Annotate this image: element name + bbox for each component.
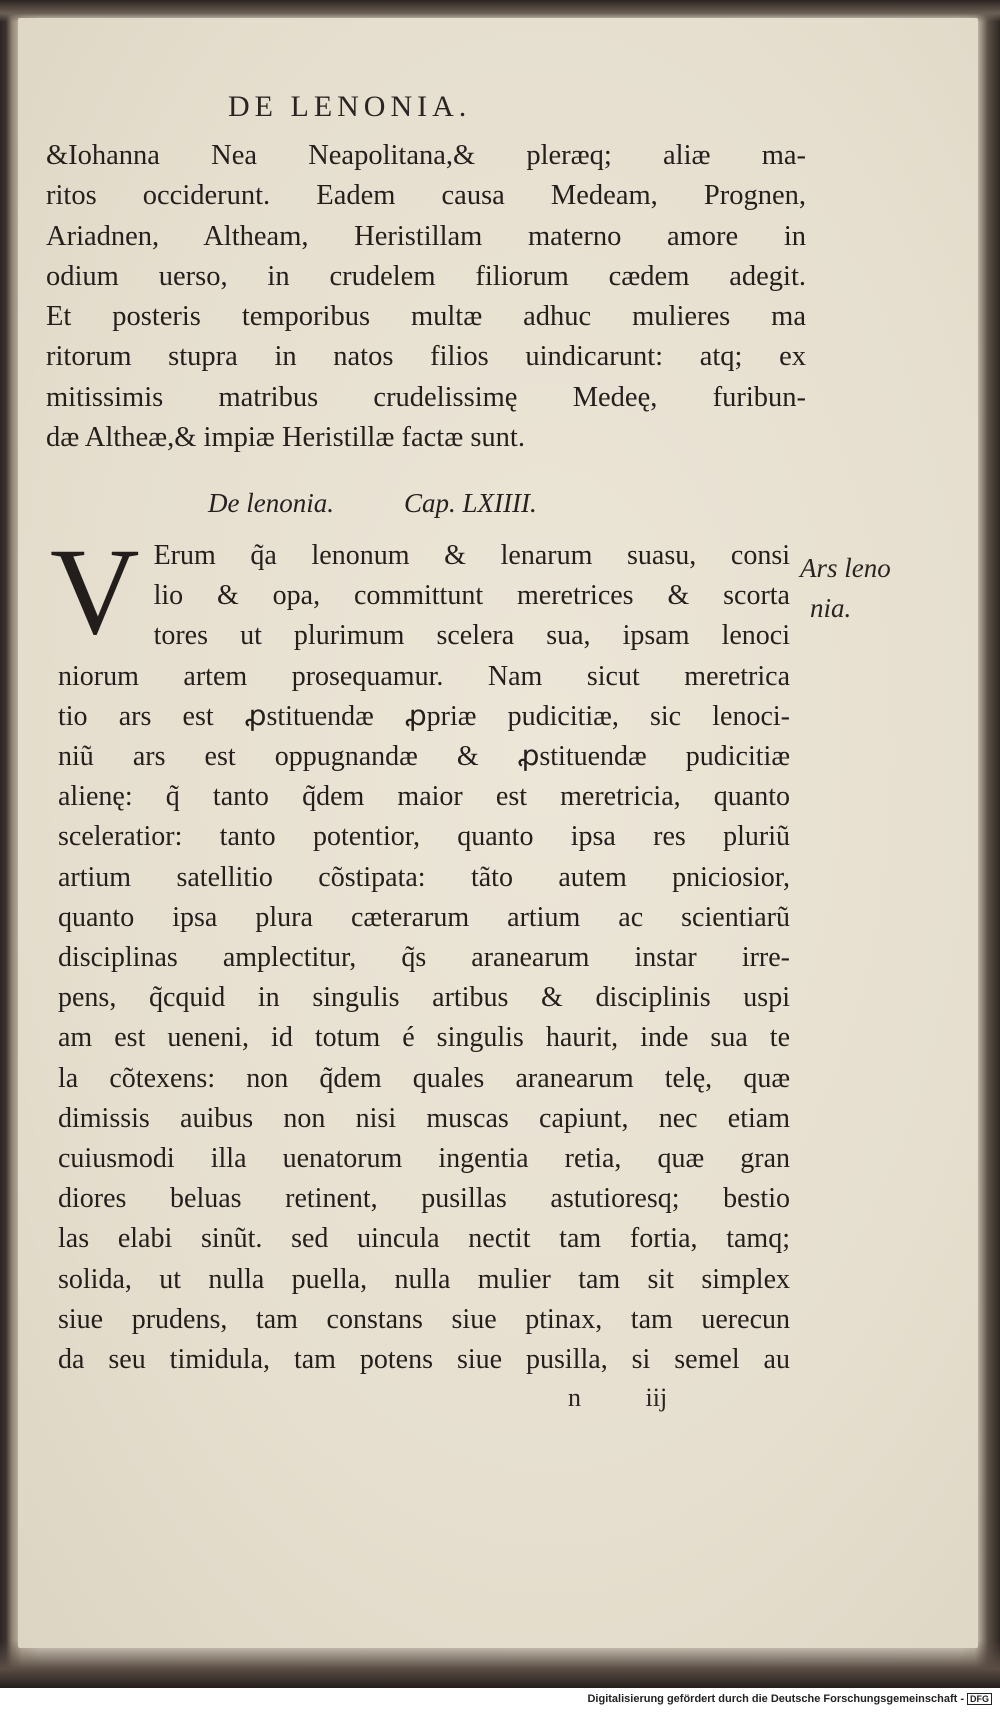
text-line: dæ Altheæ,& impiæ Heristillæ factæ sunt.	[46, 422, 525, 454]
footer-text: Digitalisierung gefördert durch die Deutsche Forschungsgemeinschaft -	[587, 1693, 964, 1705]
marginal-note-line: nia.	[810, 593, 852, 623]
drop-cap: V	[50, 523, 140, 660]
text-line: sceleratior: tanto potentior, quanto ipsa res pluriũ	[58, 821, 790, 853]
text-line: artium satellitio cõstipata: tãto autem pniciosior,	[58, 861, 790, 893]
book-page	[18, 18, 978, 1648]
text-line: ritorum stupra in natos filios uindicarunt: atq; ex	[46, 341, 806, 373]
text-line: &Iohanna Nea Neapolitana,& pleræq; aliæ ma-	[46, 140, 806, 171]
text-line: da seu timidula, tam potens siue pusilla, si semel au	[58, 1344, 790, 1376]
text-line: diores beluas retinent, pusillas astutioresq; bestio	[58, 1183, 790, 1215]
text-line: cuiusmodi illa uenatorum ingentia retia, quæ gran	[58, 1143, 790, 1175]
top-paragraph	[46, 136, 806, 458]
text-line: Ariadnen, Altheam, Heristillam materno amore in	[46, 220, 806, 252]
text-line: tio ars est ꝓstituendæ ꝓpriæ pudicitiæ, sic lenoci-	[58, 700, 790, 732]
text-line: pens, q̃cquid in singulis artibus & disciplinis uspi	[58, 982, 790, 1014]
chapter-title: De lenonia.	[208, 488, 334, 518]
text-line: solida, ut nulla puella, nulla mulier tam sit simplex	[58, 1263, 790, 1295]
chapter-heading	[208, 488, 537, 519]
text-line: odium uerso, in crudelem filiorum cædem adegit.	[46, 260, 806, 292]
marginal-note	[800, 548, 891, 628]
text-line: la cõtexens: non q̃dem quales aranearum telę, quæ	[58, 1062, 790, 1094]
text-line: am est ueneni, id totum é singulis haurit, inde sua te	[58, 1022, 790, 1054]
dfg-logo: DFG	[967, 1693, 992, 1705]
text-line: niũ ars est oppugnandæ & ꝓstituendæ pudicitiæ	[58, 741, 790, 773]
text-line: lio & opa, committunt meretrices & scorta	[153, 580, 790, 612]
running-head: DE LENONIA.	[228, 90, 472, 123]
text-line: ritos occiderunt. Eadem causa Medeam, Prognen,	[46, 180, 806, 212]
text-line: disciplinas amplectitur, q̃s aranearum instar irre-	[58, 942, 790, 974]
text-line: quanto ipsa plura cæterarum artium ac scientiarũ	[58, 901, 790, 933]
digitization-footer	[587, 1693, 992, 1705]
signature-mark: n iij	[568, 1383, 668, 1412]
text-line: tores ut plurimum scelera sua, ipsam lenoci	[153, 620, 790, 652]
marginal-note-line: Ars leno	[800, 553, 891, 583]
text-line: mitissimis matribus crudelissimę Medeę, furibun-	[46, 381, 806, 413]
chapter-body	[50, 523, 790, 1380]
text-line: siue prudens, tam constans siue ptinax, tam uerecun	[58, 1303, 790, 1335]
text-line: Et posteris temporibus multæ adhuc mulieres ma	[46, 301, 806, 333]
text-line: las elabi sinũt. sed uincula nectit tam fortia, tamq;	[58, 1223, 790, 1255]
text-line: Erum q̃a lenonum & lenarum suasu, consi	[153, 540, 790, 571]
text-line: dimissis auibus non nisi muscas capiunt, nec etiam	[58, 1102, 790, 1134]
text-line: niorum artem prosequamur. Nam sicut meretrica	[58, 660, 790, 692]
chapter-number: Cap. LXIIII.	[403, 488, 537, 518]
text-line: alienę: q̃ tanto q̃dem maior est meretricia, quanto	[58, 781, 790, 813]
